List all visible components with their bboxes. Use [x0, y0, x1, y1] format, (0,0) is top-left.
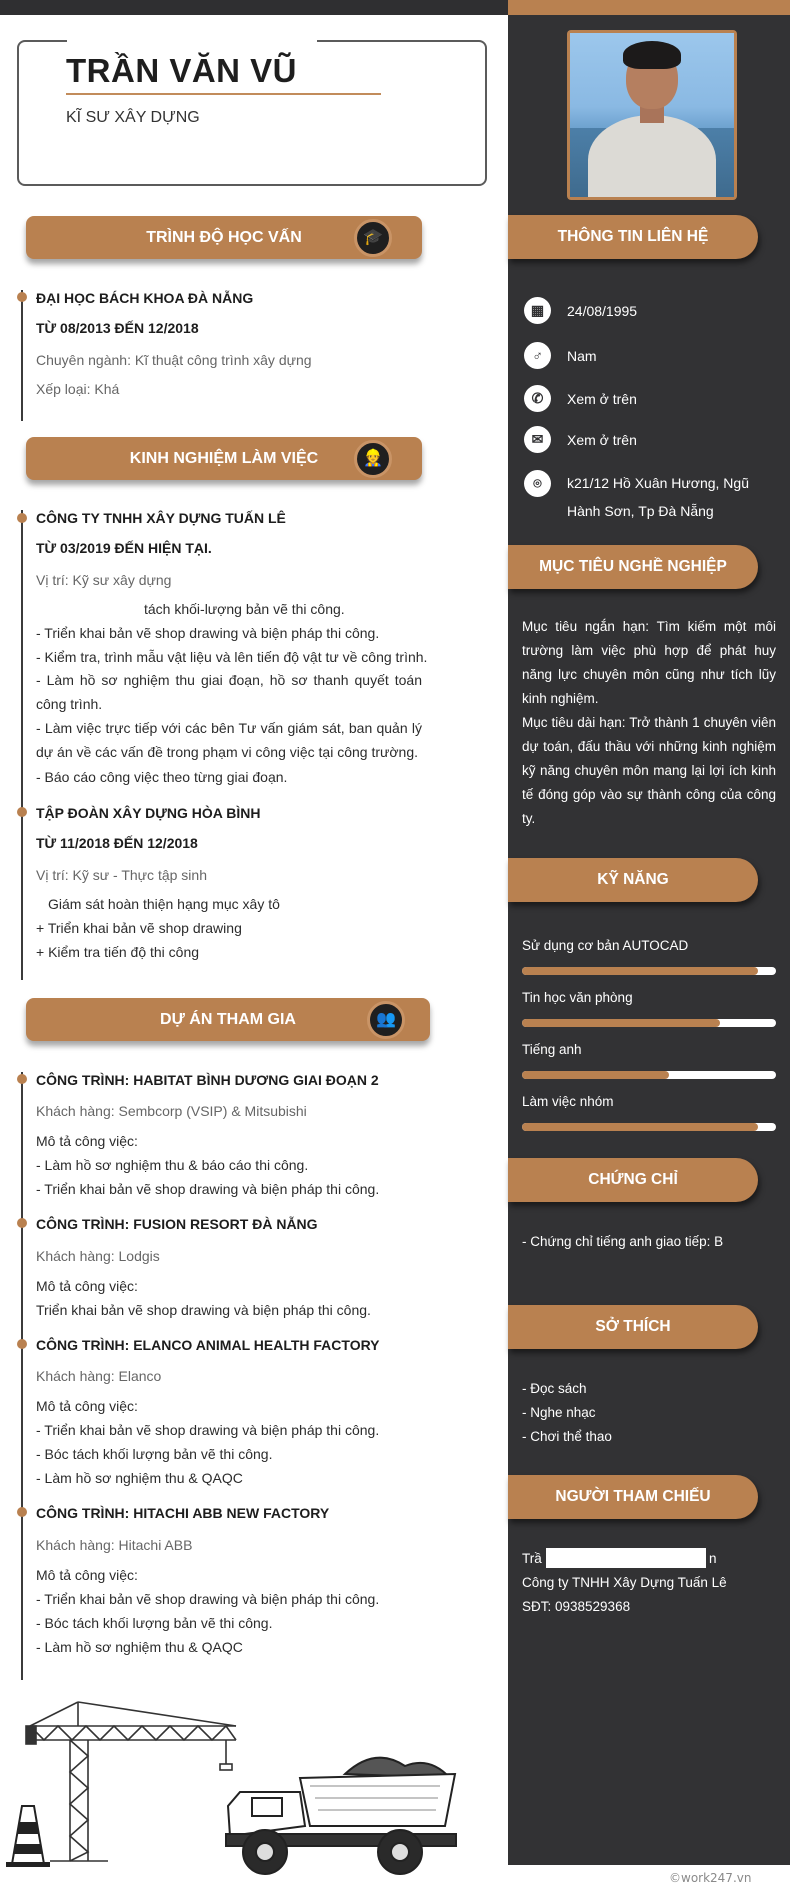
hobby-item: - Chơi thể thao [522, 1429, 612, 1444]
calendar-icon: ▦ [524, 297, 551, 324]
reference-name-end: n [709, 1551, 717, 1566]
contact-email: Xem ở trên [567, 432, 637, 448]
objective-heading: MỤC TIÊU NGHỀ NGHIỆP [539, 558, 727, 575]
projects-heading: DỰ ÁN THAM GIA [160, 1011, 296, 1028]
project-line: Triển khai bản vẽ shop drawing và biện pháp thi công. [36, 1302, 371, 1318]
gender-icon: ♂ [524, 342, 551, 369]
education-grade: Xếp loại: Khá [36, 381, 120, 397]
objective-banner [508, 545, 758, 589]
skill-bar [522, 967, 776, 975]
timeline-dot [17, 513, 27, 523]
candidate-name: TRẦN VĂN VŨ [66, 52, 298, 89]
certificates-heading: CHỨNG CHỈ [588, 1171, 678, 1188]
job-position: Vị trí: Kỹ sư xây dựng [36, 572, 172, 588]
photo-hair [623, 41, 681, 69]
contact-banner [508, 215, 758, 259]
skill-bar [522, 1123, 776, 1131]
skill-bar-fill [522, 1071, 669, 1079]
graduation-cap-icon: 🎓 [354, 219, 392, 257]
education-banner [26, 216, 422, 259]
location-icon: ⌾ [524, 470, 551, 497]
project-desc-label: Mô tả công việc: [36, 1278, 138, 1294]
experience-banner [26, 437, 422, 480]
dump-truck-icon [226, 1758, 456, 1874]
skill-bar-fill [522, 1019, 720, 1027]
timeline-dot [17, 1218, 27, 1228]
reference-name-start: Trầ [522, 1551, 542, 1566]
reference-heading: NGƯỜI THAM CHIẾU [555, 1488, 711, 1505]
photo-image [570, 33, 734, 197]
project-client: Khách hàng: Lodgis [36, 1248, 160, 1264]
objective-short: Mục tiêu ngắn hạn: Tìm kiếm một môi trường làm việc phù hợp để phát huy năng lực chuyên môn cũng như tích lũy kinh nghiệm. [522, 619, 776, 706]
skill-bar [522, 1019, 776, 1027]
hobby-item: - Nghe nhạc [522, 1405, 596, 1420]
job-company: CÔNG TY TNHH XÂY DỰNG TUẤN LÊ [36, 510, 286, 526]
contact-birthday: 24/08/1995 [567, 303, 638, 319]
job-company: TẬP ĐOÀN XÂY DỰNG HÒA BÌNH [36, 805, 261, 821]
hobbies-banner [508, 1305, 758, 1349]
name-underline [66, 93, 381, 95]
project-desc-label: Mô tả công việc: [36, 1398, 138, 1414]
contact-phone: Xem ở trên [567, 391, 637, 407]
crane-icon [26, 1702, 236, 1861]
photo-shirt [588, 115, 716, 197]
hobbies-heading: SỞ THÍCH [595, 1318, 671, 1335]
job-line: - Kiểm tra, trình mẫu vật liệu và lên tiến độ vật tư về công trình. [36, 649, 428, 665]
traffic-cone-icon [6, 1806, 50, 1867]
profile-photo [567, 30, 737, 200]
skill-name: Tin học văn phòng [522, 990, 633, 1005]
contact-heading: THÔNG TIN LIÊN HỆ [557, 228, 709, 245]
skill-name: Sử dụng cơ bản AUTOCAD [522, 938, 689, 953]
projects-timeline [21, 1072, 23, 1680]
project-line: - Làm hồ sơ nghiệm thu & QAQC [36, 1470, 243, 1486]
job-line: - Báo cáo công việc theo từng giai đoạn. [36, 769, 288, 785]
worker-icon: 👷 [354, 440, 392, 478]
project-line: - Làm hồ sơ nghiệm thu & QAQC [36, 1639, 243, 1655]
education-major: Chuyên ngành: Kĩ thuật công trình xây dựng [36, 352, 312, 368]
project-client: Khách hàng: Elanco [36, 1368, 162, 1384]
team-icon: 👥 [367, 1001, 405, 1039]
project-name: CÔNG TRÌNH: HABITAT BÌNH DƯƠNG GIAI ĐOẠN 2 [36, 1072, 379, 1088]
projects-banner [26, 998, 430, 1041]
project-name: CÔNG TRÌNH: FUSION RESORT ĐÀ NẴNG [36, 1216, 318, 1232]
project-line: - Triển khai bản vẽ shop drawing và biện pháp thi công. [36, 1591, 380, 1607]
name-card-gap [67, 38, 317, 46]
project-client: Khách hàng: Sembcorp (VSIP) & Mitsubishi [36, 1103, 307, 1119]
education-heading: TRÌNH ĐỘ HỌC VẤN [146, 229, 302, 246]
timeline-dot [17, 1507, 27, 1517]
project-desc-label: Mô tả công việc: [36, 1133, 138, 1149]
job-line: tách khối-lượng bản vẽ thi công. [144, 601, 345, 617]
contact-address-line2: Hành Sơn, Tp Đà Nẵng [567, 503, 714, 519]
job-line: Giám sát hoàn thiện hạng mục xây tô [48, 896, 280, 912]
education-period: TỪ 08/2013 ĐẾN 12/2018 [36, 320, 199, 336]
reference-banner [508, 1475, 758, 1519]
timeline-dot [17, 807, 27, 817]
job-line: - Làm việc trực tiếp với các bên Tư vấn giám sát, ban quản lý dự án về các vấn đề trong phạm vi công việc tại công trường. [36, 720, 422, 760]
skill-bar-fill [522, 967, 758, 975]
project-name: CÔNG TRÌNH: ELANCO ANIMAL HEALTH FACTORY [36, 1337, 380, 1353]
project-line: - Làm hồ sơ nghiệm thu & báo cáo thi công. [36, 1157, 309, 1173]
phone-icon: ✆ [524, 385, 551, 412]
job-position: Vị trí: Kỹ sư - Thực tập sinh [36, 867, 207, 883]
project-line: - Bóc tách khối lượng bản vẽ thi công. [36, 1615, 273, 1631]
hobby-item: - Đọc sách [522, 1381, 587, 1396]
experience-timeline [21, 510, 23, 980]
certificates-banner [508, 1158, 758, 1202]
project-name: CÔNG TRÌNH: HITACHI ABB NEW FACTORY [36, 1505, 330, 1521]
skills-banner [508, 858, 758, 902]
project-line: - Triển khai bản vẽ shop drawing và biện pháp thi công. [36, 1422, 380, 1438]
timeline-dot [17, 1074, 27, 1084]
skills-heading: KỸ NĂNG [597, 871, 669, 888]
experience-heading: KINH NGHIỆM LÀM VIỆC [129, 450, 319, 467]
project-client: Khách hàng: Hitachi ABB [36, 1537, 193, 1553]
job-title: KĨ SƯ XÂY DỰNG [66, 109, 200, 126]
contact-address-line1: k21/12 Hồ Xuân Hương, Ngũ [567, 475, 749, 491]
job-line: - Làm hồ sơ nghiệm thu giai đoạn, hồ sơ thanh quyết toán công trình. [36, 672, 422, 712]
project-desc-label: Mô tả công việc: [36, 1567, 138, 1583]
job-period: TỪ 03/2019 ĐẾN HIỆN TẠI. [36, 540, 212, 556]
job-line: + Kiểm tra tiến độ thi công [36, 944, 200, 960]
email-icon: ✉ [524, 426, 551, 453]
skill-bar [522, 1071, 776, 1079]
reference-company: Công ty TNHH Xây Dựng Tuấn Lê [522, 1575, 727, 1590]
skill-name: Tiếng anh [522, 1042, 582, 1057]
job-line: + Triển khai bản vẽ shop drawing [36, 920, 242, 936]
reference-name-redaction [546, 1548, 706, 1568]
reference-phone: SĐT: 0938529368 [522, 1599, 631, 1614]
skill-name: Làm việc nhóm [522, 1094, 614, 1109]
timeline-dot [17, 292, 27, 302]
top-bar-accent [508, 0, 790, 15]
job-period: TỪ 11/2018 ĐẾN 12/2018 [36, 835, 198, 851]
construction-illustration [0, 1686, 480, 1876]
project-line: - Triển khai bản vẽ shop drawing và biện pháp thi công. [36, 1181, 380, 1197]
watermark: ©work247.vn [669, 1871, 752, 1885]
job-line: - Triển khai bản vẽ shop drawing và biện pháp thi công. [36, 625, 380, 641]
skill-bar-fill [522, 1123, 758, 1131]
certificate-item: - Chứng chỉ tiếng anh giao tiếp: B [522, 1234, 724, 1249]
contact-gender: Nam [567, 348, 597, 364]
objective-long: Mục tiêu dài hạn: Trở thành 1 chuyên viên dự toán, đấu thầu với những kinh nghiệm kỹ năng chuyên môn mang lại lợi ích kinh tế đóng góp vào sự thành công của công ty. [522, 715, 776, 826]
education-timeline [21, 290, 23, 421]
top-bar [0, 0, 790, 15]
project-line: - Bóc tách khối lượng bản vẽ thi công. [36, 1446, 273, 1462]
education-school: ĐẠI HỌC BÁCH KHOA ĐÀ NẴNG [36, 290, 254, 306]
timeline-dot [17, 1339, 27, 1349]
